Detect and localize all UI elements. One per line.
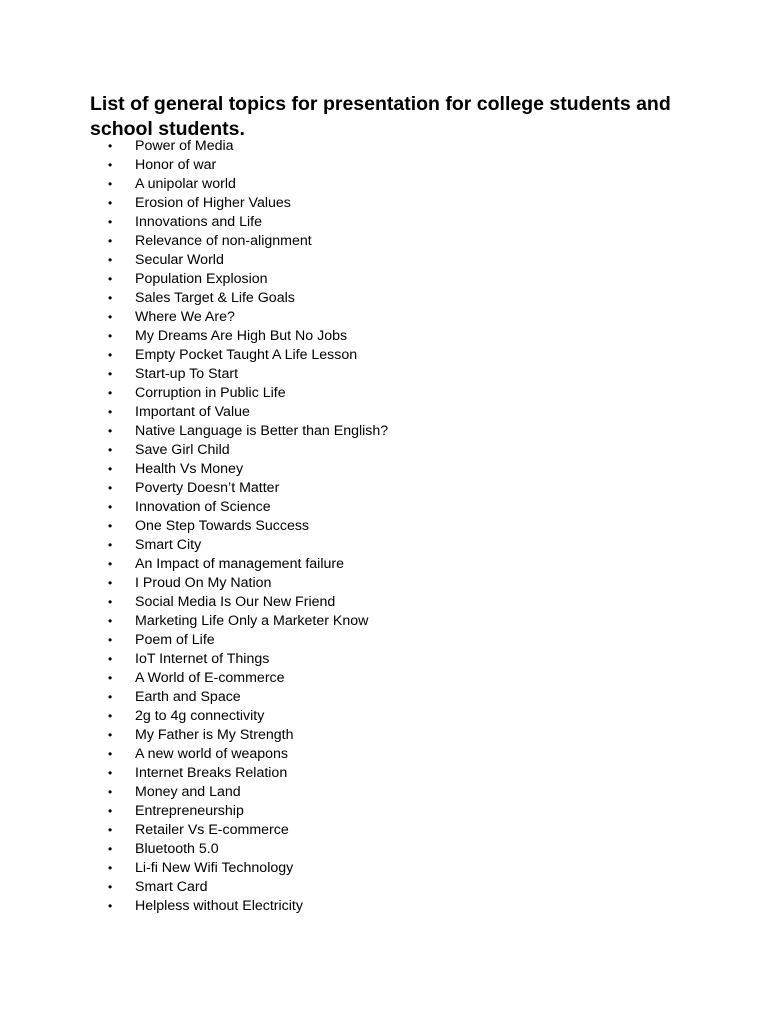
topic-text: Secular World bbox=[135, 252, 224, 268]
topic-text: An Impact of management failure bbox=[135, 556, 344, 572]
topic-text: A unipolar world bbox=[135, 176, 236, 192]
list-item bbox=[108, 194, 388, 213]
list-item bbox=[108, 308, 388, 327]
bullet-icon: • bbox=[108, 291, 113, 305]
list-item bbox=[108, 346, 388, 365]
bullet-icon: • bbox=[108, 424, 113, 438]
topic-text: Erosion of Higher Values bbox=[135, 195, 291, 211]
list-item bbox=[108, 631, 388, 650]
list-item bbox=[108, 213, 388, 232]
topic-text: Smart Card bbox=[135, 879, 208, 895]
list-item bbox=[108, 232, 388, 251]
list-item bbox=[108, 574, 388, 593]
topic-text: Bluetooth 5.0 bbox=[135, 841, 219, 857]
list-item bbox=[108, 802, 388, 821]
list-item bbox=[108, 137, 388, 156]
topic-text: Power of Media bbox=[135, 138, 234, 154]
bullet-icon: • bbox=[108, 196, 113, 210]
bullet-icon: • bbox=[108, 481, 113, 495]
list-item bbox=[108, 783, 388, 802]
topic-text: My Father is My Strength bbox=[135, 727, 294, 743]
bullet-icon: • bbox=[108, 709, 113, 723]
bullet-icon: • bbox=[108, 215, 113, 229]
topic-text: Poem of Life bbox=[135, 632, 215, 648]
bullet-icon: • bbox=[108, 861, 113, 875]
bullet-icon: • bbox=[108, 158, 113, 172]
list-item bbox=[108, 422, 388, 441]
bullet-icon: • bbox=[108, 462, 113, 476]
topic-text: IoT Internet of Things bbox=[135, 651, 270, 667]
topic-text: 2g to 4g connectivity bbox=[135, 708, 265, 724]
bullet-icon: • bbox=[108, 899, 113, 913]
list-item bbox=[108, 593, 388, 612]
bullet-icon: • bbox=[108, 386, 113, 400]
bullet-icon: • bbox=[108, 272, 113, 286]
list-item bbox=[108, 764, 388, 783]
bullet-icon: • bbox=[108, 557, 113, 571]
topic-text: A new world of weapons bbox=[135, 746, 288, 762]
list-item bbox=[108, 726, 388, 745]
topic-text: Money and Land bbox=[135, 784, 241, 800]
bullet-icon: • bbox=[108, 747, 113, 761]
topic-text: Earth and Space bbox=[135, 689, 241, 705]
list-item bbox=[108, 555, 388, 574]
list-item bbox=[108, 897, 388, 916]
topic-text: Health Vs Money bbox=[135, 461, 244, 477]
topic-text: Poverty Doesn’t Matter bbox=[135, 480, 280, 496]
bullet-icon: • bbox=[108, 633, 113, 647]
topic-text: Corruption in Public Life bbox=[135, 385, 286, 401]
bullet-icon: • bbox=[108, 880, 113, 894]
bullet-icon: • bbox=[108, 177, 113, 191]
bullet-icon: • bbox=[108, 785, 113, 799]
bullet-icon: • bbox=[108, 652, 113, 666]
topic-text: Start-up To Start bbox=[135, 366, 239, 382]
bullet-icon: • bbox=[108, 823, 113, 837]
bullet-icon: • bbox=[108, 500, 113, 514]
list-item bbox=[108, 821, 388, 840]
list-item bbox=[108, 175, 388, 194]
topic-text: Native Language is Better than English? bbox=[135, 423, 389, 439]
list-item bbox=[108, 878, 388, 897]
topic-text: Relevance of non-alignment bbox=[135, 233, 312, 249]
topic-text: Helpless without Electricity bbox=[135, 898, 303, 914]
bullet-icon: • bbox=[108, 139, 113, 153]
topic-text: Where We Are? bbox=[135, 309, 235, 325]
bullet-icon: • bbox=[108, 538, 113, 552]
bullet-icon: • bbox=[108, 310, 113, 324]
list-item bbox=[108, 460, 388, 479]
list-item bbox=[108, 289, 388, 308]
topic-list bbox=[108, 137, 388, 916]
list-item bbox=[108, 251, 388, 270]
topic-text: Marketing Life Only a Marketer Know bbox=[135, 613, 369, 629]
bullet-icon: • bbox=[108, 842, 113, 856]
topic-text: Population Explosion bbox=[135, 271, 268, 287]
list-item bbox=[108, 270, 388, 289]
bullet-icon: • bbox=[108, 443, 113, 457]
bullet-icon: • bbox=[108, 804, 113, 818]
list-item bbox=[108, 517, 388, 536]
bullet-icon: • bbox=[108, 367, 113, 381]
topic-text: A World of E-commerce bbox=[135, 670, 285, 686]
list-item bbox=[108, 707, 388, 726]
topic-text: Innovations and Life bbox=[135, 214, 262, 230]
bullet-icon: • bbox=[108, 690, 113, 704]
document-title: List of general topics for presentation for college students and school students. bbox=[90, 93, 671, 140]
bullet-icon: • bbox=[108, 614, 113, 628]
list-item bbox=[108, 745, 388, 764]
topic-text: I Proud On My Nation bbox=[135, 575, 272, 591]
bullet-icon: • bbox=[108, 519, 113, 533]
bullet-icon: • bbox=[108, 348, 113, 362]
topic-text: Important of Value bbox=[135, 404, 250, 420]
topic-text: Social Media Is Our New Friend bbox=[135, 594, 336, 610]
topic-text: Entrepreneurship bbox=[135, 803, 244, 819]
bullet-icon: • bbox=[108, 728, 113, 742]
list-item bbox=[108, 327, 388, 346]
topic-text: Internet Breaks Relation bbox=[135, 765, 288, 781]
list-item bbox=[108, 612, 388, 631]
topic-text: Li-fi New Wifi Technology bbox=[135, 860, 294, 876]
bullet-icon: • bbox=[108, 766, 113, 780]
list-item bbox=[108, 688, 388, 707]
topic-text: Sales Target & Life Goals bbox=[135, 290, 295, 306]
bullet-icon: • bbox=[108, 405, 113, 419]
topic-text: Empty Pocket Taught A Life Lesson bbox=[135, 347, 358, 363]
list-item bbox=[108, 650, 388, 669]
list-item bbox=[108, 536, 388, 555]
topic-text: Honor of war bbox=[135, 157, 217, 173]
bullet-icon: • bbox=[108, 595, 113, 609]
topic-text: My Dreams Are High But No Jobs bbox=[135, 328, 348, 344]
bullet-icon: • bbox=[108, 234, 113, 248]
bullet-icon: • bbox=[108, 329, 113, 343]
list-item bbox=[108, 498, 388, 517]
topic-text: Retailer Vs E-commerce bbox=[135, 822, 289, 838]
list-item bbox=[108, 384, 388, 403]
topic-text: Innovation of Science bbox=[135, 499, 271, 515]
topic-text: One Step Towards Success bbox=[135, 518, 310, 534]
topic-text: Save Girl Child bbox=[135, 442, 230, 458]
bullet-icon: • bbox=[108, 671, 113, 685]
list-item bbox=[108, 479, 388, 498]
list-item bbox=[108, 441, 388, 460]
topic-text: Smart City bbox=[135, 537, 202, 553]
list-item bbox=[108, 669, 388, 688]
list-item bbox=[108, 156, 388, 175]
bullet-icon: • bbox=[108, 253, 113, 267]
list-item bbox=[108, 365, 388, 384]
list-item bbox=[108, 840, 388, 859]
list-item bbox=[108, 859, 388, 878]
bullet-icon: • bbox=[108, 576, 113, 590]
list-item bbox=[108, 403, 388, 422]
